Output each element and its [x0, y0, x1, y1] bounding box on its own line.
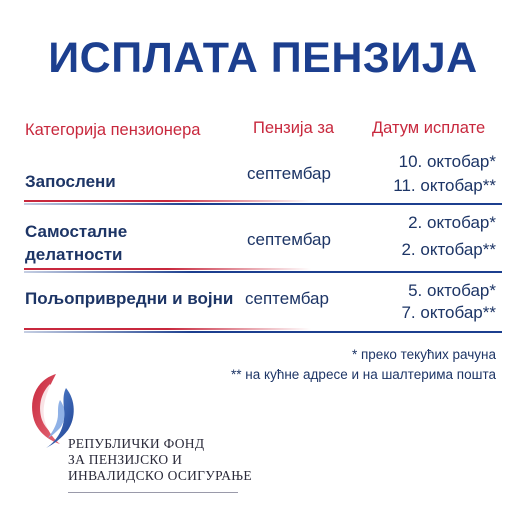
row-pension-for: септембар [247, 230, 331, 249]
organization-line2: ЗА ПЕНЗИЈСКО И [68, 452, 183, 467]
row-category: Пољопривредни и војни [25, 289, 234, 308]
organization-line1: РЕПУБЛИЧКИ ФОНД [68, 436, 205, 451]
page-title: ИСПЛАТА ПЕНЗИЈА [48, 34, 478, 82]
header-pension-for: Пензија за [253, 119, 335, 137]
header-category: Категорија пензионера [25, 121, 201, 139]
organization-name [68, 436, 252, 484]
row-dates [401, 212, 496, 261]
row-category: Запослени [25, 172, 116, 191]
date-post: 7. октобар** [401, 303, 496, 322]
footnote-bank: * преко текућих рачуна [351, 347, 496, 362]
date-bank: 2. октобар* [408, 213, 496, 232]
header-payment-date: Датум исплате [372, 119, 486, 137]
row-divider [24, 328, 502, 333]
row-divider [24, 200, 502, 205]
date-bank: 10. октобар* [398, 152, 496, 171]
row-category-line2: делатности [25, 245, 123, 264]
row-dates [401, 280, 496, 324]
row-category-line1: Самосталне [25, 222, 128, 241]
date-post: 11. октобар** [393, 176, 496, 195]
row-dates [393, 151, 496, 197]
footnote-post: ** на кућне адресе и на шалтерима пошта [231, 367, 496, 382]
organization-line3: ИНВАЛИДСКО ОСИГУРАЊЕ [68, 468, 252, 483]
row-pension-for: септембар [245, 289, 329, 308]
date-post: 2. октобар** [401, 240, 496, 259]
organization-underline [68, 492, 238, 493]
date-bank: 5. октобар* [408, 281, 496, 300]
row-pension-for: септембар [247, 164, 331, 183]
footnotes [231, 345, 496, 385]
row-category [25, 220, 127, 266]
row-divider [24, 268, 502, 273]
